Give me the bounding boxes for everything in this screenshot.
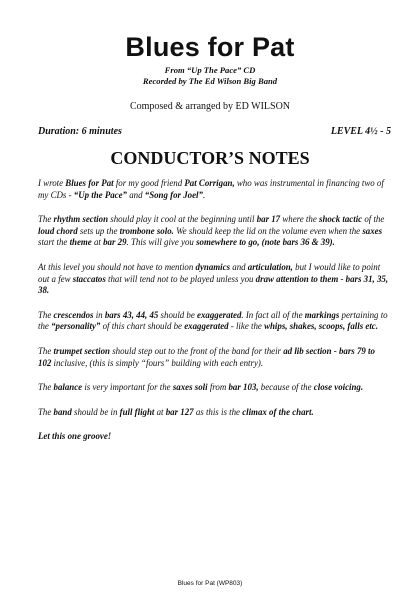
note-text: of the [362, 214, 385, 225]
emphasis-text: whips, shakes, scoops, falls etc. [264, 321, 378, 332]
note-text: I wrote [38, 178, 66, 188]
note-text: who was instrumental in financing two of my CDs - [38, 178, 384, 200]
note-text: as this is the [193, 406, 243, 417]
emphasis-text: theme [69, 237, 92, 248]
emphasis-text: markings [304, 309, 340, 320]
level-label: LEVEL 4½ - 5 [330, 126, 391, 137]
note-paragraph [38, 431, 390, 443]
note-text: for my good friend [113, 178, 185, 188]
emphasis-text: “Up the Pace” [73, 189, 127, 200]
note-text: and [127, 189, 145, 200]
page-footer: Blues for Pat (WP803) [177, 580, 243, 587]
note-paragraph [38, 310, 390, 333]
note-paragraph [38, 262, 390, 297]
emphasis-text: draw attention to them - bars 31, 35, 38. [38, 273, 389, 296]
emphasis-text: articulation, [247, 261, 293, 272]
note-paragraph [38, 346, 390, 369]
note-text: at [91, 237, 104, 248]
emphasis-text: bar 29 [103, 237, 127, 248]
note-paragraph [38, 178, 390, 201]
note-text: but I would like to point out a few [38, 261, 381, 284]
emphasis-text: Pat Corrigan, [184, 178, 235, 188]
emphasis-text: saxes soli [172, 382, 208, 393]
page-title: Blues for Pat [125, 32, 295, 62]
note-text: of this chart should be [100, 321, 185, 332]
note-text: start the [38, 237, 70, 248]
note-text: The [38, 406, 54, 417]
note-text: should be in [71, 406, 120, 417]
emphasis-text: balance [53, 382, 83, 393]
emphasis-text: staccatos [72, 273, 106, 284]
duration-label: Duration: 6 minutes [38, 126, 122, 137]
note-text: from [207, 382, 229, 393]
note-text: should be [158, 309, 198, 320]
note-text: We should keep the lid on the volume even when the [173, 225, 363, 236]
emphasis-text: Let this one groove! [38, 431, 112, 442]
emphasis-text: ad lib section - bars 79 to 102 [38, 345, 375, 368]
note-paragraph [38, 407, 390, 419]
note-text: at [154, 406, 166, 417]
emphasis-text: “Song for Joel” [144, 189, 203, 200]
emphasis-text: climax of the chart. [242, 406, 314, 417]
note-text: and [230, 261, 248, 272]
note-paragraph [38, 214, 390, 249]
emphasis-text: band [53, 406, 72, 417]
emphasis-text: exaggerated [184, 321, 229, 332]
note-text: The [38, 345, 54, 356]
emphasis-text: rhythm section [53, 214, 109, 225]
note-paragraph [38, 382, 390, 394]
note-text: sets up the [77, 225, 120, 236]
note-text: should step out to the front of the band for their [110, 345, 284, 356]
emphasis-text: dynamics [195, 261, 231, 272]
emphasis-text: “personality” [51, 321, 101, 332]
note-text: At this level you should not have to mention [38, 261, 196, 272]
emphasis-text: saxes [362, 225, 383, 236]
emphasis-text: loud chord [38, 225, 78, 236]
note-text: . [202, 189, 206, 200]
note-text: The [38, 214, 54, 225]
note-text: is very important for the [82, 382, 173, 393]
note-text: - like the [228, 321, 265, 332]
emphasis-text: somewhere to go, (note bars 36 & 39). [196, 237, 335, 248]
emphasis-text: close voicing. [313, 382, 364, 393]
section-heading: CONDUCTOR’S NOTES [110, 148, 310, 168]
emphasis-text: bar 103, [228, 382, 259, 393]
note-text: . This will give you [126, 237, 197, 248]
composer-credit: Composed & arranged by ED WILSON [129, 101, 291, 112]
note-text: that will tend not to be played unless you [105, 273, 256, 284]
note-text: The [38, 309, 54, 320]
emphasis-text: trumpet section [53, 345, 110, 356]
source-line: From “Up The Pace” CD [164, 65, 256, 75]
conductor-notes [38, 178, 390, 456]
emphasis-text: bar 127 [165, 406, 194, 417]
note-text: because of the [258, 382, 314, 393]
note-text: The [38, 382, 54, 393]
emphasis-text: bars 43, 44, 45 [104, 309, 159, 320]
emphasis-text: Blues for Pat [65, 178, 114, 188]
emphasis-text: trombone solo. [119, 225, 174, 236]
emphasis-text: crescendos [53, 309, 94, 320]
emphasis-text: exaggerated [197, 309, 242, 320]
note-text: where the [280, 214, 319, 225]
emphasis-text: bar 17 [256, 214, 281, 225]
note-text: . In fact all of the [241, 309, 305, 320]
note-text: inclusive, (this is simply “fours” building with each entry). [51, 357, 264, 368]
note-text: should play it cool at the beginning until [108, 214, 257, 225]
emphasis-text: shock tactic [318, 214, 363, 225]
note-text: pertaining to the [38, 309, 388, 332]
note-text: in [93, 309, 105, 320]
recorded-line: Recorded by The Ed Wilson Big Band [142, 76, 278, 86]
emphasis-text: full flight [119, 406, 155, 417]
